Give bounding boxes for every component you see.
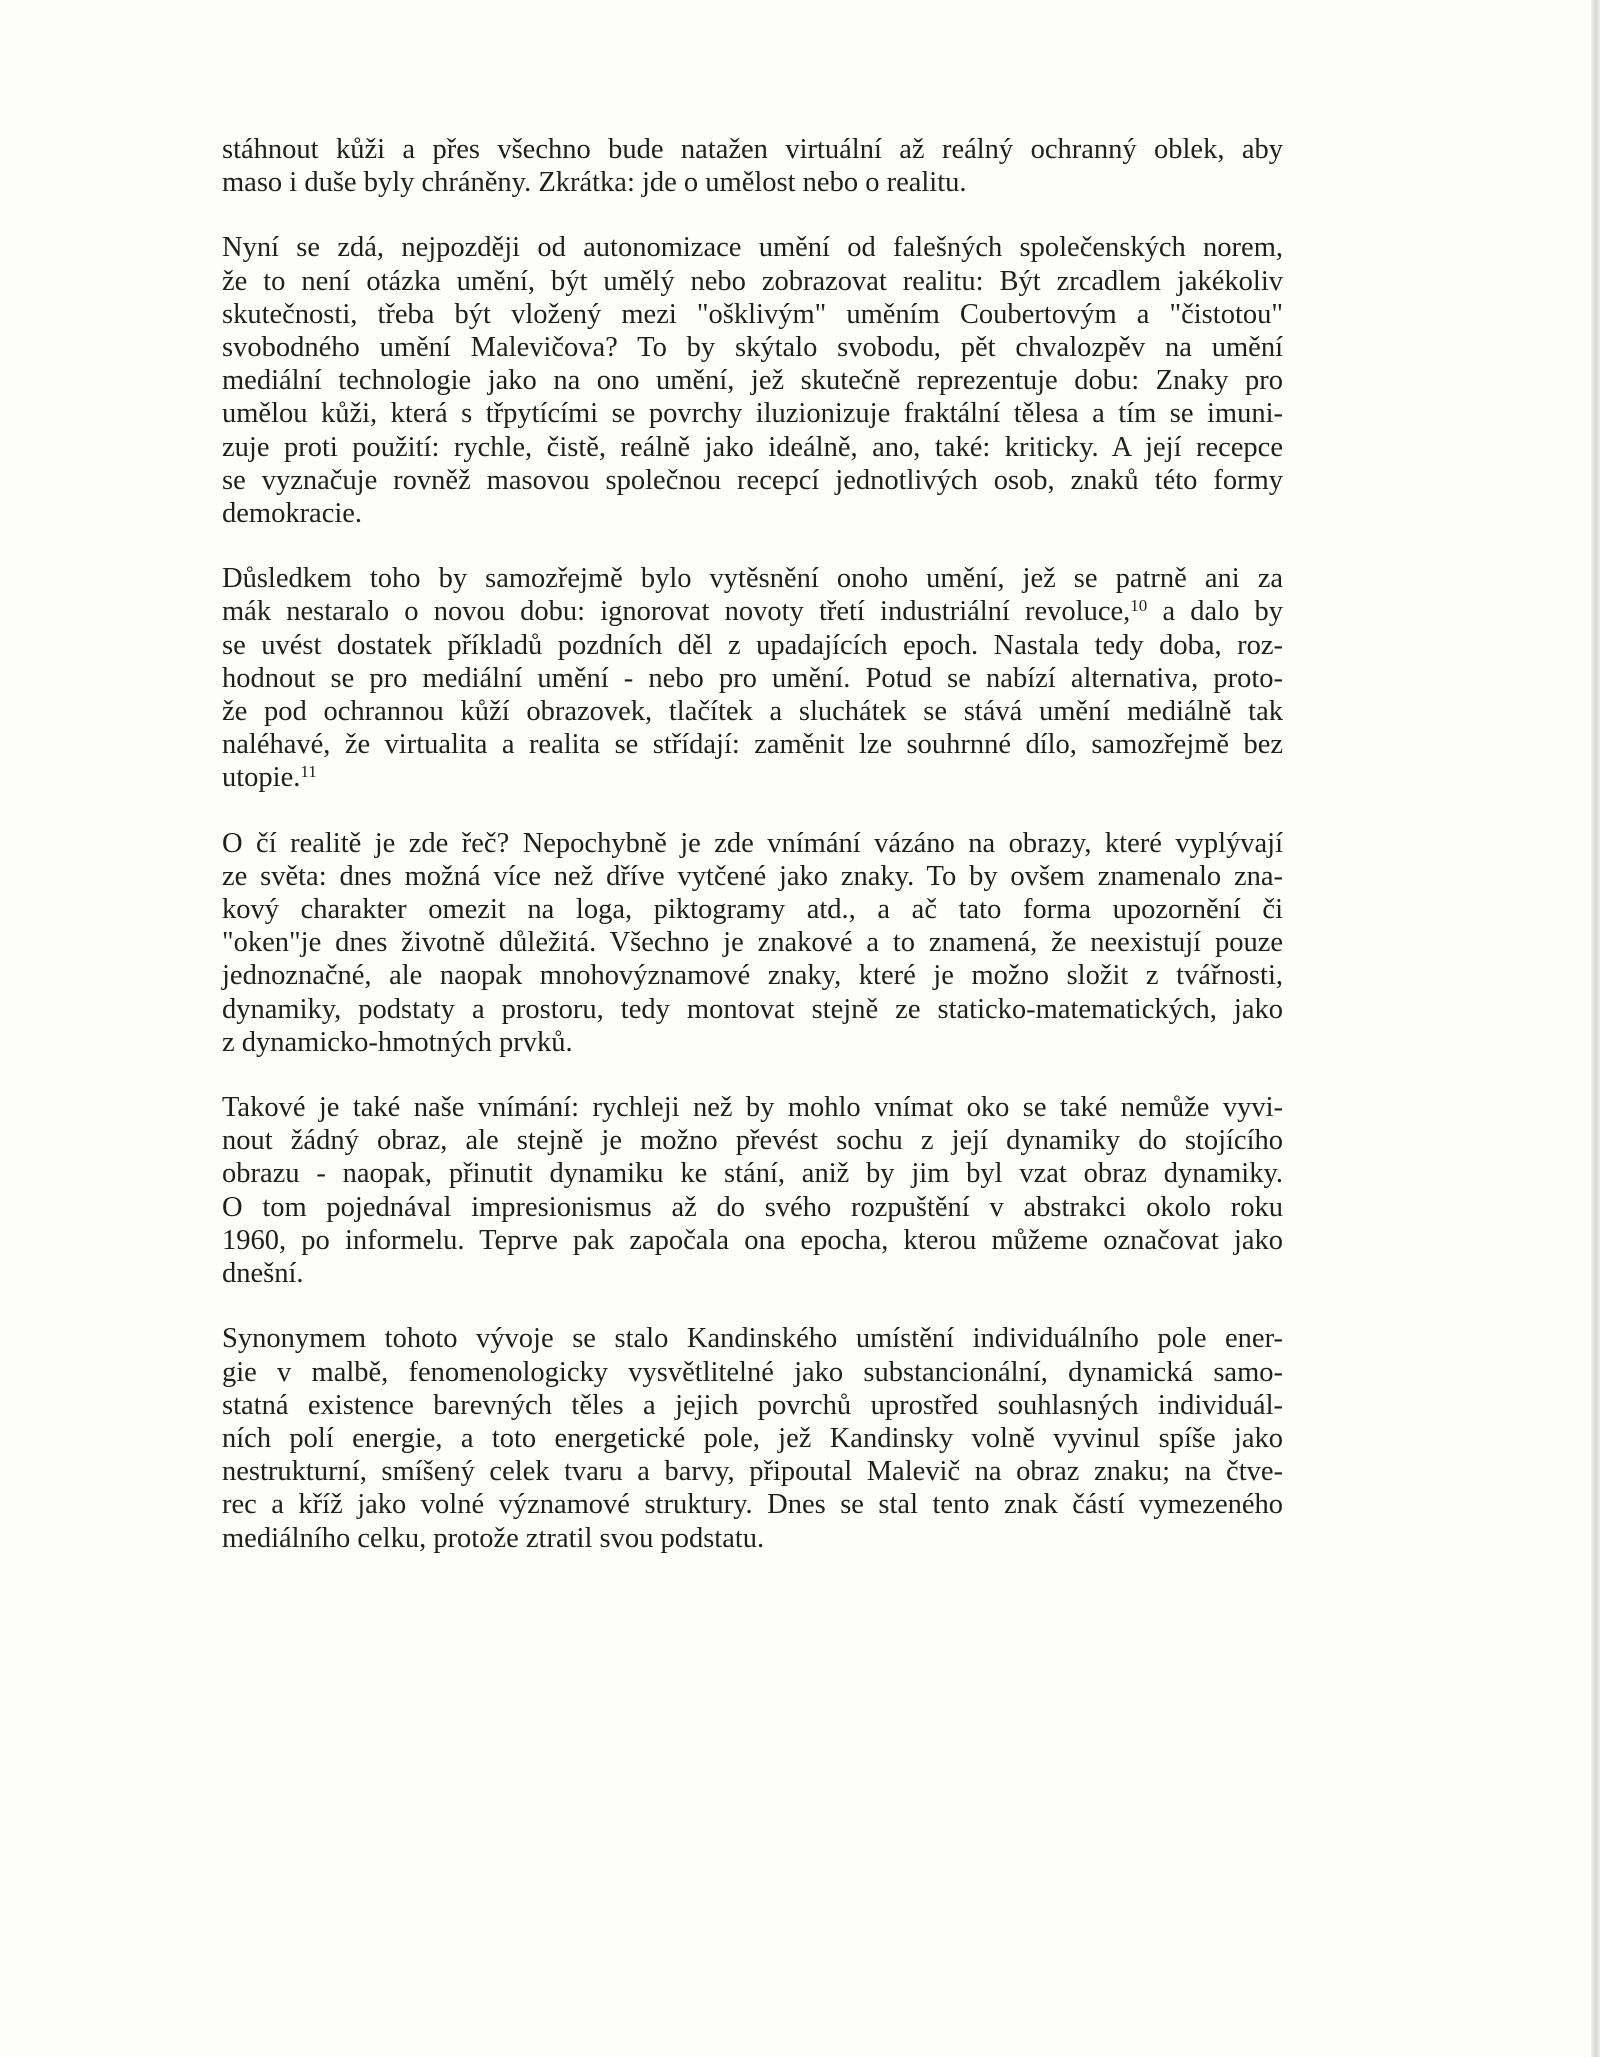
text-line (222, 595, 1283, 628)
text-line: ze světa: dnes možná více než dříve vytčené jako znaky. To by ovšem znamenalo zna- (222, 860, 1283, 892)
text-line: O čí realitě je zde řeč? Nepochybně je zde vnímání vázáno na obrazy, které vyplývají (222, 827, 1283, 859)
footnote-ref-10[interactable]: 10 (1130, 596, 1148, 616)
text-line: nestrukturní, smíšený celek tvaru a barvy, připoutal Malevič na obraz znaku; na čtve- (222, 1456, 1283, 1488)
text-line: zuje proti použití: rychle, čistě, reálně jako ideálně, ano, také: kriticky. A její recepce (222, 431, 1283, 463)
text-line: dynamiky, podstaty a prostoru, tedy montovat stejně ze staticko-matematických, jako (222, 993, 1283, 1025)
text-line: se uvést dostatek příkladů pozdních děl z upadajících epoch. Nastala tedy doba, roz- (222, 629, 1283, 661)
text-line (222, 761, 1283, 794)
text-line: stáhnout kůži a přes všechno bude natažen virtuální až reálný ochranný oblek, aby (222, 134, 1283, 165)
text-segment: a dalo by (1147, 596, 1284, 628)
text-line: nout žádný obraz, ale stejně je možno převést sochu z její dynamiky do stojícího (222, 1125, 1283, 1157)
text-line: O tom pojednával impresionismus až do svého rozpuštění v abstrakci okolo roku (222, 1191, 1283, 1223)
page-edge-shadow (1591, 0, 1600, 2057)
text-line: kový charakter omezit na loga, piktogramy atd., a ač tato forma upozornění či (222, 894, 1283, 926)
text-segment: mák nestaralo o novou dobu: ignorovat novoty třetí industriální revoluce, (222, 596, 1131, 628)
paragraph-5 (222, 1091, 1283, 1290)
text-line: obrazu - naopak, přinutit dynamiku ke stání, aniž by jim byl vzat obraz dynamiky. (222, 1158, 1283, 1190)
text-line: naléhavé, že virtualita a realita se střídají: zaměnit lze souhrnné dílo, samozřejmě bez (222, 729, 1283, 761)
text-line: svobodného umění Malevičova? To by skýtalo svobodu, pět chvalozpěv na umění (222, 332, 1283, 364)
text-line: Důsledkem toho by samozřejmě bylo vytěsnění onoho umění, jež se patrně ani za (222, 563, 1283, 595)
footnote-ref-11[interactable]: 11 (300, 762, 317, 782)
text-line: demokracie. (222, 498, 363, 530)
paragraph-2 (222, 231, 1283, 530)
text-line: se vyznačuje rovněž masovou společnou recepcí jednotlivých osob, znaků této formy (222, 464, 1283, 496)
text-line: maso i duše byly chráněny. Zkrátka: jde o umělost nebo o realitu. (222, 167, 967, 199)
text-line: gie v malbě, fenomenologicky vysvětlitelné jako substancionální, dynamická samo- (222, 1356, 1283, 1388)
text-line: mediální technologie jako na ono umění, jež skutečně reprezentuje dobu: Znaky pro (222, 365, 1283, 397)
text-line: skutečnosti, třeba být vložený mezi "ošklivým" uměním Coubertovým a "čistotou" (222, 298, 1283, 330)
text-line: jednoznačné, ale naopak mnohovýznamové znaky, které je možno složit z tvářnosti, (222, 960, 1283, 992)
body-text (222, 133, 1283, 1587)
text-line: rec a kříž jako volné významové struktury. Dnes se stal tento znak částí vymezeného (222, 1489, 1283, 1521)
text-line: dnešní. (222, 1258, 304, 1290)
paragraph-1 (222, 133, 1283, 199)
text-line: umělou kůži, která s třpytícími se povrchy iluzionizuje fraktální tělesa a tím se imuni- (222, 398, 1283, 430)
paragraph-3 (222, 562, 1283, 794)
paragraph-6 (222, 1322, 1283, 1554)
text-line: Takové je také naše vnímání: rychleji než by mohlo vnímat oko se také nemůže vyvi- (222, 1092, 1283, 1124)
text-line: že to není otázka umění, být umělý nebo zobrazovat realitu: Být zrcadlem jakékoliv (222, 265, 1283, 297)
text-line: z dynamicko-hmotných prvků. (222, 1026, 573, 1058)
text-line: mediálního celku, protože ztratil svou podstatu. (222, 1522, 765, 1554)
paragraph-4 (222, 827, 1283, 1059)
text-segment: utopie. (222, 762, 301, 794)
text-line: hodnout se pro mediální umění - nebo pro umění. Potud se nabízí alternativa, proto- (222, 662, 1283, 694)
text-line: Synonymem tohoto vývoje se stalo Kandinského umístění individuálního pole ener- (222, 1323, 1283, 1355)
text-line: že pod ochrannou kůží obrazovek, tlačítek a sluchátek se stává umění mediálně tak (222, 696, 1283, 728)
text-line: "oken"je dnes životně důležitá. Všechno je znakové a to znamená, že neexistují pouze (222, 927, 1283, 959)
text-line: 1960, po informelu. Teprve pak započala ona epocha, kterou můžeme označovat jako (222, 1224, 1283, 1256)
text-line: ních polí energie, a toto energetické pole, jež Kandinsky volně vyvinul spíše jako (222, 1422, 1283, 1454)
text-line: Nyní se zdá, nejpozději od autonomizace umění od falešných společenských norem, (222, 232, 1283, 264)
text-line: statná existence barevných těles a jejich povrchů uprostřed souhlasných individuál- (222, 1389, 1283, 1421)
